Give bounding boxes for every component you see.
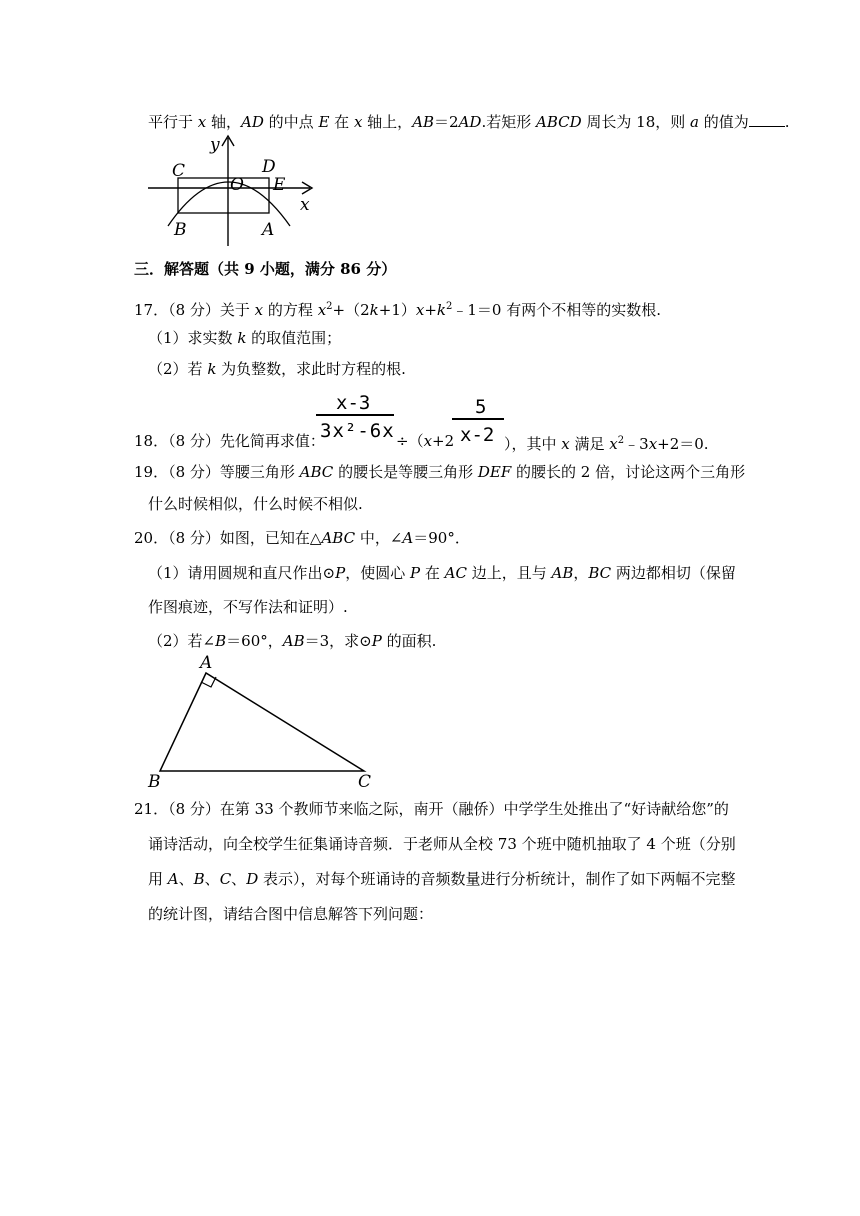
q18-division: ÷（x+2 <box>396 432 455 450</box>
q18-stem-left: 18．（8 分）先化简再求值： <box>134 432 325 450</box>
label-B: B <box>174 220 187 240</box>
label-D: D <box>262 157 276 177</box>
q16-figure <box>140 132 330 250</box>
q17-part1: （1）求实数 k 的取值范围； <box>148 329 342 347</box>
q18-stem-right: ），其中 x 满足 $x^2﹣3x+2=0$. <box>504 435 709 453</box>
q20-part1-line2: 作图痕迹，不写作法和证明）. <box>148 598 348 616</box>
q18-frac2-den: x-2 <box>460 424 495 446</box>
label-O: O <box>230 175 244 195</box>
rectangle-abcd <box>178 178 269 213</box>
label-B: B <box>148 772 161 792</box>
q21-line1: 21．（8 分）在第 33 个教师节来临之际，南开（融侨）中学学生处推出了“好诗献给您”的 <box>134 800 729 818</box>
answer-blank <box>749 112 785 127</box>
label-C: C <box>358 772 372 792</box>
q20-part2: （2）若∠B＝60°，AB＝3，求⊙P 的面积. <box>148 632 437 650</box>
q18-frac2-num: 5 <box>475 396 487 418</box>
triangle-abc <box>160 673 364 771</box>
q18-frac1-num: x-3 <box>336 392 371 414</box>
q20-stem: 20．（8 分）如图，已知在△ABC 中，∠A＝90°． <box>134 529 470 547</box>
label-C: C <box>172 161 186 181</box>
q21-line3: 用 A、B、C、D 表示），对每个班诵诗的音频数量进行分析统计，制作了如下两幅不完整 <box>148 870 736 888</box>
label-A: A <box>200 653 213 673</box>
q19-line2: 什么时候相似，什么时候不相似. <box>148 495 363 513</box>
q21-line2: 诵诗活动，向全校学生征集诵诗音频．于老师从全校 73 个班中随机抽取了 4 个班（分别 <box>148 835 736 853</box>
q19-line1: 19．（8 分）等腰三角形 ABC 的腰长是等腰三角形 DEF 的腰长的 2 倍，讨论这两个三角形 <box>134 463 746 481</box>
q18-frac1-den: 3x²-6x <box>320 420 395 442</box>
q18-frac1-bar <box>316 414 394 416</box>
q20-triangle-figure <box>140 652 380 792</box>
q17-part2: （2）若 k 为负整数，求此时方程的根. <box>148 360 406 378</box>
q18-frac2-bar <box>452 418 504 420</box>
label-A: A <box>262 220 275 240</box>
q16-tail-line: 平行于 x 轴，AD 的中点 E 在 x 轴上，AB＝2AD.若矩形 ABCD 周长为 18，则 a 的值为 . <box>148 113 790 131</box>
q20-part1-line1: （1）请用圆规和直尺作出⊙P，使圆心 P 在 AC 边上，且与 AB，BC 两边都相切（保留 <box>148 564 736 582</box>
label-y: y <box>210 135 220 155</box>
label-x: x <box>300 195 310 215</box>
q17-stem: 17．（8 分）关于 x 的方程 $x^2+(2k+1)x+k^2﹣1=0$ 有两个不相等的实数根. <box>134 301 662 319</box>
q21-line4: 的统计图，请结合图中信息解答下列问题： <box>148 905 434 923</box>
section-heading: 三．解答题（共 9 小题，满分 86 分） <box>134 260 397 278</box>
label-E: E <box>273 175 286 195</box>
